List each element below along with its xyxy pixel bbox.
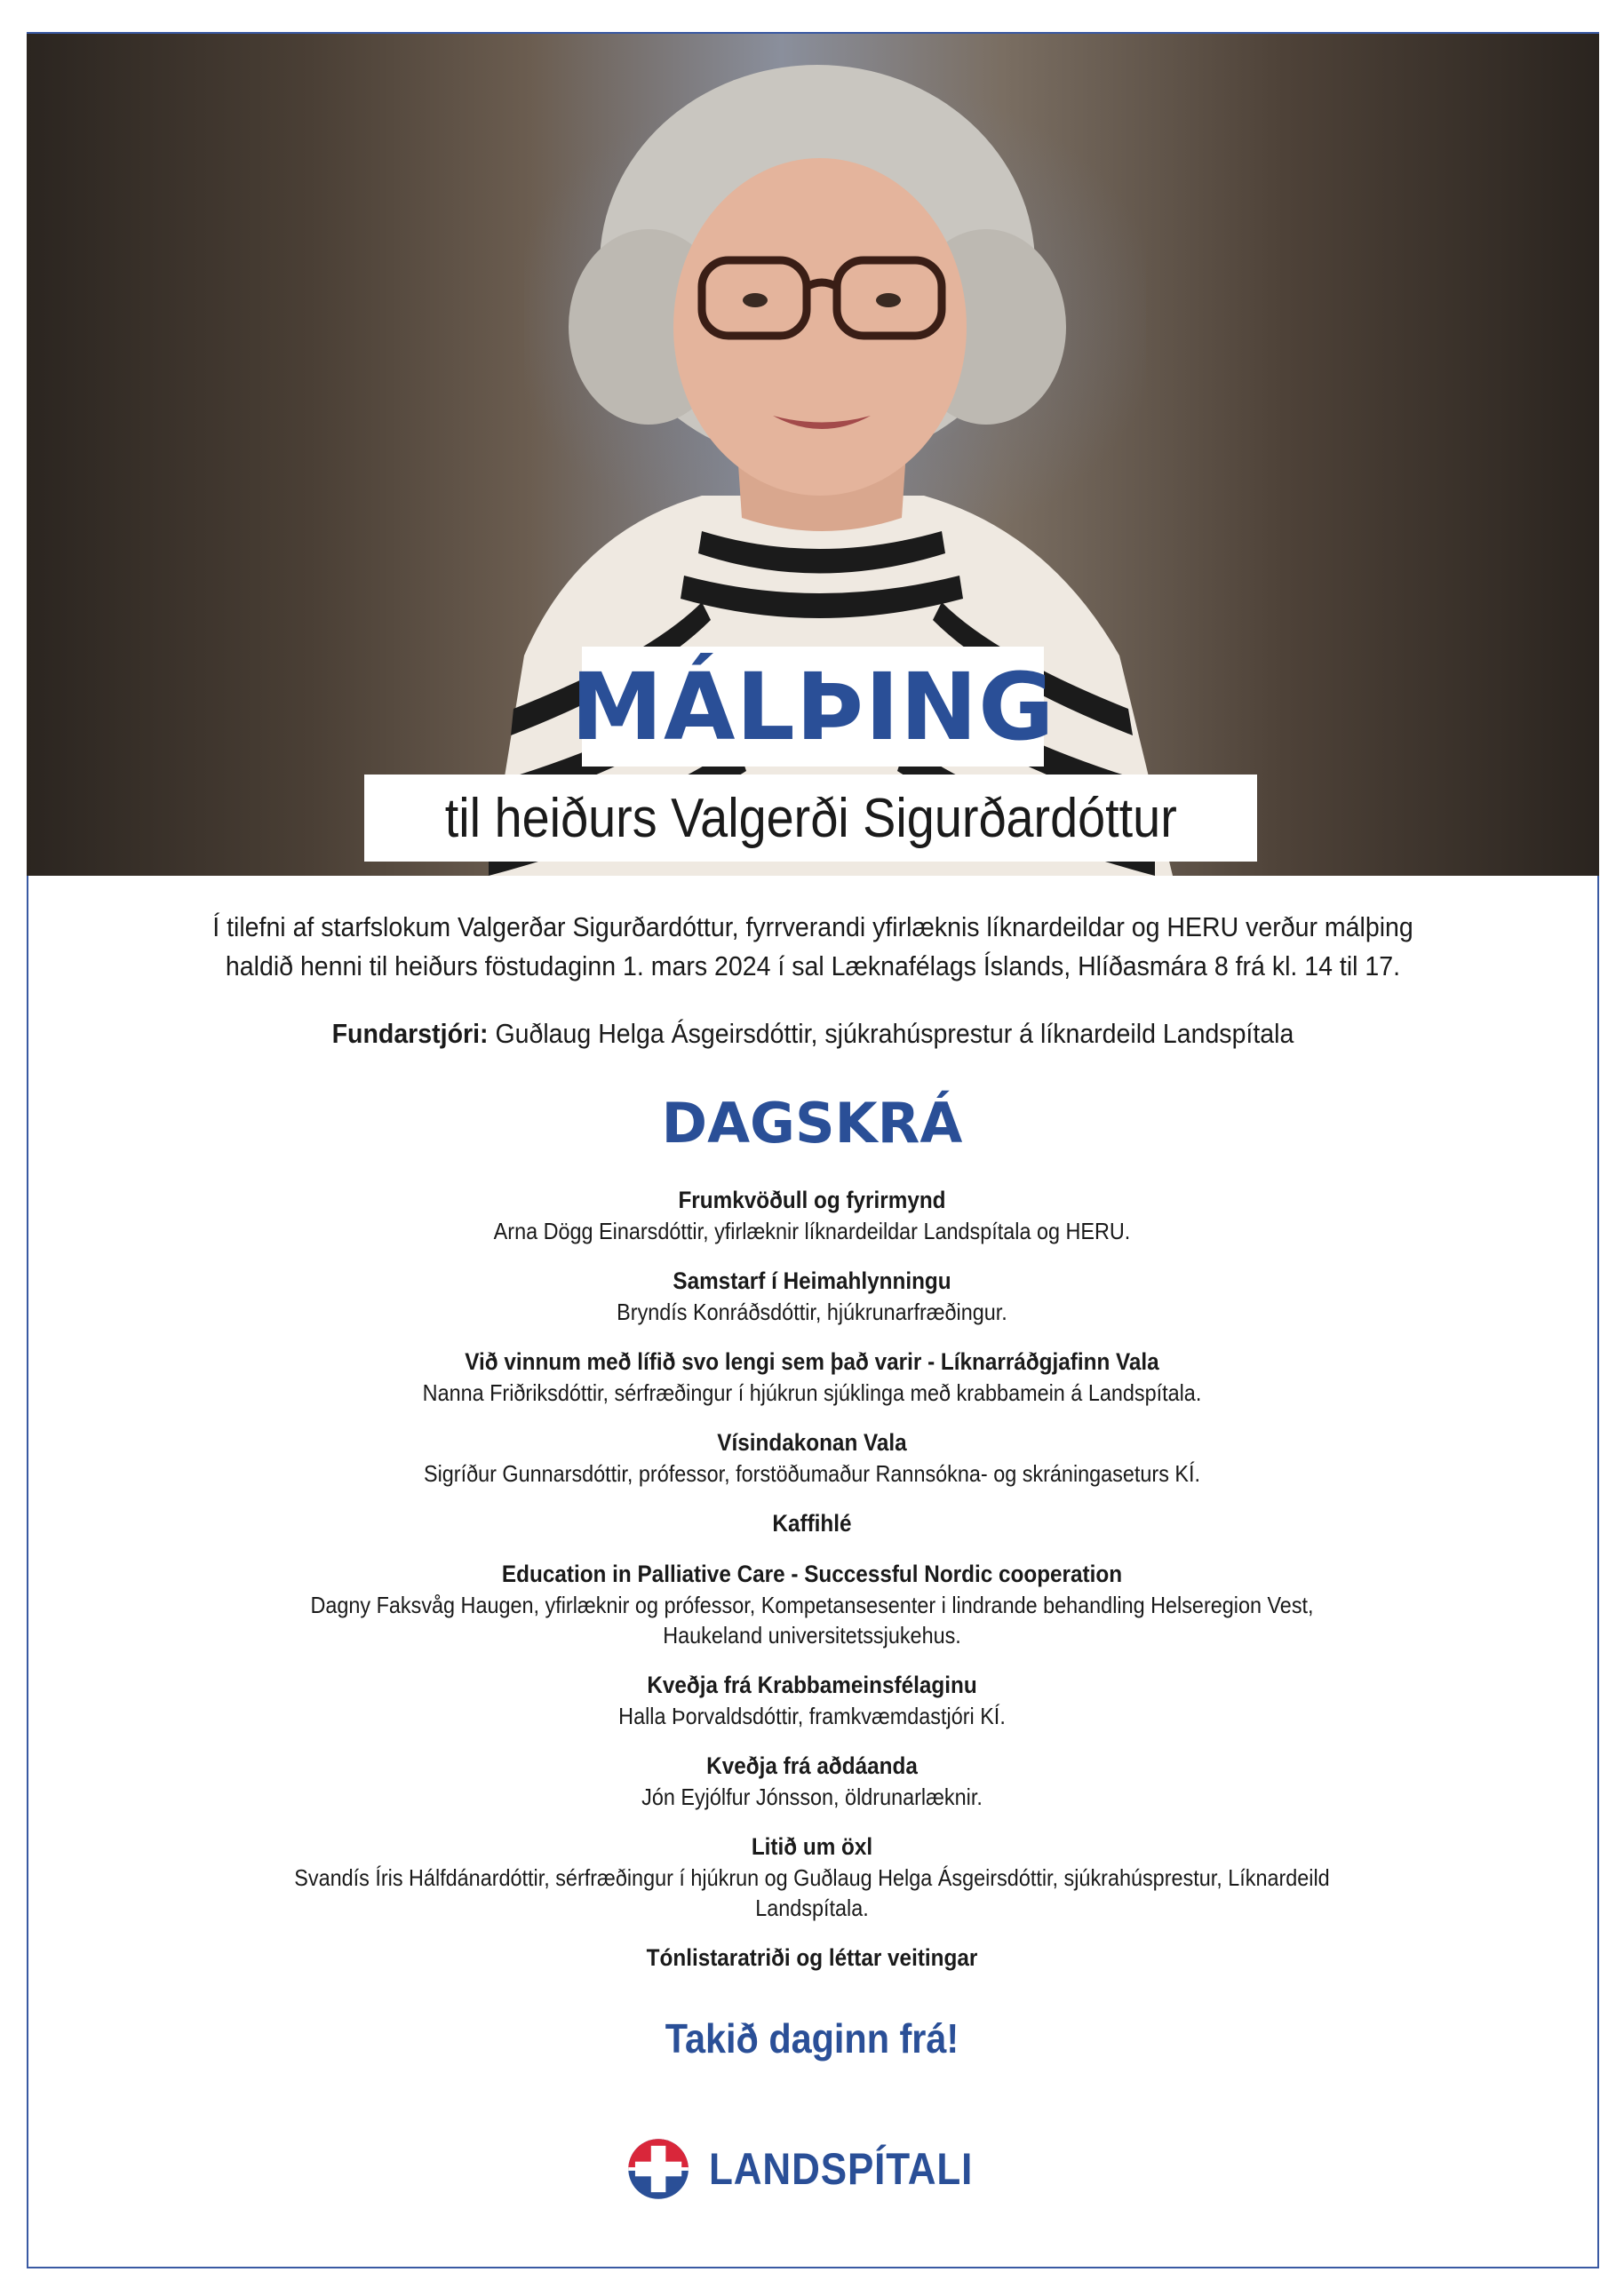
agenda-item <box>252 1670 1372 1731</box>
agenda-item-speaker: Haukeland universitetssjukehus. <box>663 1622 961 1649</box>
agenda-item <box>252 1427 1372 1489</box>
landspitali-logo <box>627 2116 1009 2222</box>
agenda-item-title: Litið um öxl <box>751 1833 873 1860</box>
page-title: MÁLÞING <box>570 652 1055 761</box>
agenda-item-title: Vísindakonan Vala <box>717 1429 907 1456</box>
agenda-item <box>252 1559 1372 1650</box>
agenda-item <box>252 1942 1372 1974</box>
page-subtitle: til heiðurs Valgerði Sigurðardóttur <box>444 787 1177 849</box>
agenda-item-title: Frumkvöðull og fyrirmynd <box>678 1187 946 1213</box>
agenda-item-speaker: Jón Eyjólfur Jónsson, öldrunarlæknir. <box>641 1784 983 1810</box>
agenda-item-title: Education in Palliative Care - Successful Nordic cooperation <box>501 1561 1123 1587</box>
intro-line: Í tilefni af starfslokum Valgerðar Sigurðardóttur, fyrrverandi yfirlæknis líknardeildar og HERU verður málþing <box>212 911 1413 942</box>
chair-line <box>163 1014 1463 1053</box>
agenda-item <box>252 1266 1372 1327</box>
agenda-item-title: Tónlistaratriði og léttar veitingar <box>646 1944 978 1971</box>
agenda-item-speaker: Sigríður Gunnarsdóttir, prófessor, forstöðumaður Rannsókna- og skráningaseturs KÍ. <box>423 1460 1201 1487</box>
logo-wordmark: LANDSPÍTALI <box>709 2144 974 2194</box>
chair-text: Guðlaug Helga Ásgeirsdóttir, sjúkrahúsprestur á líknardeild Landspítala <box>488 1018 1294 1049</box>
agenda-item-speaker: Halla Þorvaldsdóttir, framkvæmdastjóri KÍ. <box>618 1703 1006 1729</box>
agenda-item <box>252 1831 1372 1923</box>
agenda-item-speaker: Nanna Friðriksdóttir, sérfræðingur í hjúkrun sjúklinga með krabbamein á Landspítala. <box>422 1379 1202 1406</box>
agenda-item-title: Kaffihlé <box>772 1510 852 1537</box>
intro-paragraph <box>163 908 1463 986</box>
intro-line: haldið henni til heiðurs föstudaginn 1. mars 2024 í sal Læknafélags Íslands, Hlíðasmára 8 frá kl. 14 til 17. <box>225 950 1401 981</box>
agenda-item-title: Kveðja frá aðdáanda <box>706 1752 918 1779</box>
subtitle-box <box>364 775 1257 862</box>
agenda-item <box>252 1347 1372 1408</box>
agenda-item-speaker: Bryndís Konráðsdóttir, hjúkrunarfræðingur. <box>617 1299 1007 1325</box>
agenda-item-speaker: Svandís Íris Hálfdánardóttir, sérfræðingur í hjúkrun og Guðlaug Helga Ásgeirsdóttir, sjúkrahúsprestur, Líknardeild <box>294 1864 1330 1891</box>
agenda-item-speaker: Arna Dögg Einarsdóttir, yfirlæknir líknardeildar Landspítala og HERU. <box>493 1218 1131 1244</box>
title-box <box>570 647 1055 767</box>
agenda-item-title: Við vinnum með lífið svo lengi sem það varir - Líknarráðgjafinn Vala <box>465 1348 1159 1375</box>
agenda-item <box>252 1508 1372 1539</box>
agenda-item-title: Samstarf í Heimahlynningu <box>673 1267 951 1294</box>
agenda-item <box>252 1751 1372 1812</box>
agenda-item-speaker: Landspítala. <box>755 1895 869 1921</box>
agenda-item-speaker: Dagny Faksvåg Haugen, yfirlæknir og prófessor, Kompetansesenter i lindrande behandling Helseregion Vest, <box>310 1592 1314 1618</box>
closing-text: Takið daginn frá! <box>665 2015 959 2062</box>
landspitali-cross-icon <box>627 2120 689 2218</box>
agenda-heading: DAGSKRÁ <box>661 1091 963 1156</box>
agenda-item-title: Kveðja frá Krabbameinsfélaginu <box>647 1672 977 1698</box>
agenda-list <box>190 1185 1434 1993</box>
agenda-item <box>252 1185 1372 1246</box>
chair-label: Fundarstjóri: <box>331 1018 489 1049</box>
